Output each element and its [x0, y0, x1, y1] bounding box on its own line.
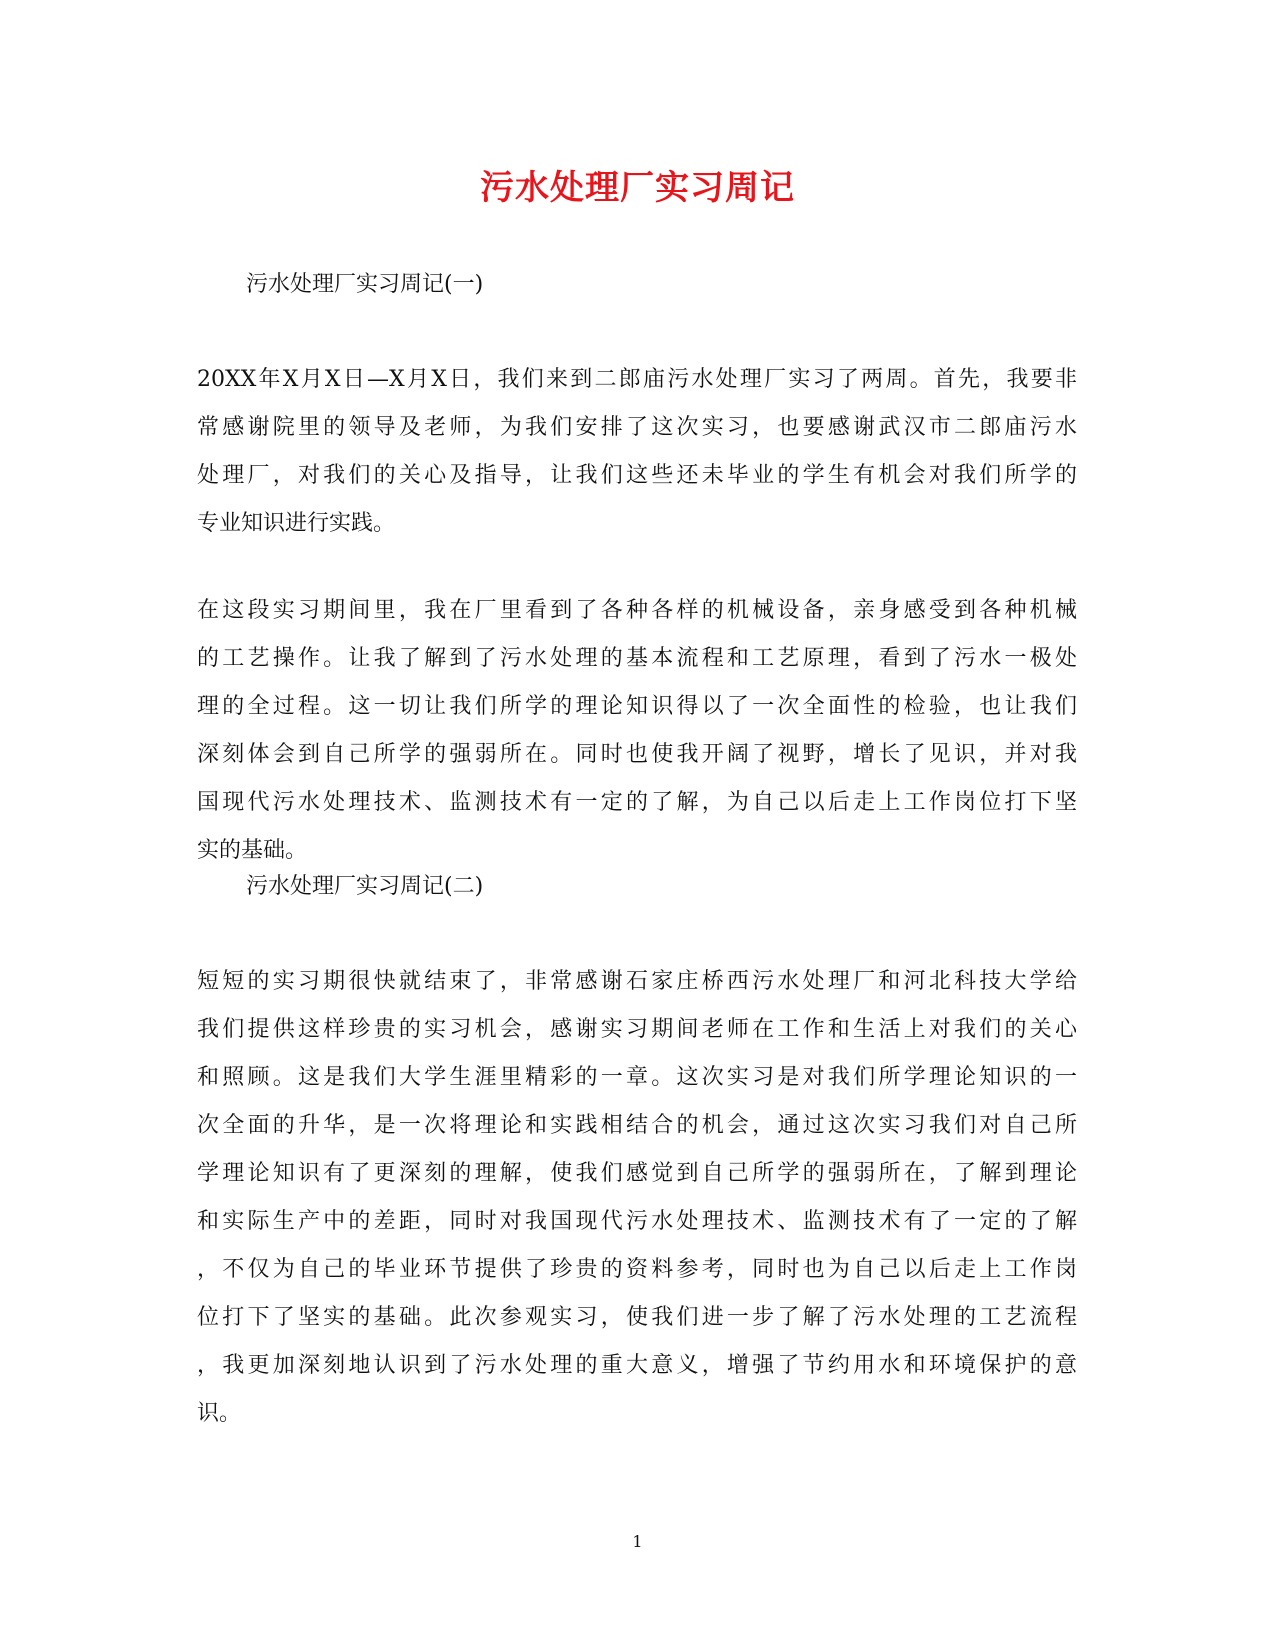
- text-line: 常感谢院里的领导及老师，为我们安排了这次实习，也要感谢武汉市二郎庙污水: [197, 415, 1077, 440]
- text-line: ，我更加深刻地认识到了污水处理的重大意义，增强了节约用水和环境保护的意: [197, 1353, 1077, 1378]
- paragraph: [197, 958, 1077, 1438]
- text-line: 短短的实习期很快就结束了，非常感谢石家庄桥西污水处理厂和河北科技大学给: [197, 969, 1077, 994]
- page-number: 1: [632, 1532, 643, 1551]
- text-line: 20XX年X月X日—X月X日，我们来到二郎庙污水处理厂实习了两周。首先，我要非: [197, 367, 1077, 392]
- text-line: 深刻体会到自己所学的强弱所在。同时也使我开阔了视野，增长了见识，并对我: [197, 742, 1077, 767]
- text-line: 理的全过程。这一切让我们所学的理论知识得以了一次全面性的检验，也让我们: [197, 694, 1077, 719]
- text-line: 专业知识进行实践。: [197, 511, 396, 536]
- text-line: 我们提供这样珍贵的实习机会，感谢实习期间老师在工作和生活上对我们的关心: [197, 1017, 1077, 1042]
- text-line: 和实际生产中的差距，同时对我国现代污水处理技术、监测技术有了一定的了解: [197, 1209, 1077, 1234]
- text-line: 位打下了坚实的基础。此次参观实习，使我们进一步了解了污水处理的工艺流程: [197, 1305, 1077, 1330]
- text-line: 实的基础。: [197, 838, 308, 863]
- text-line: 学理论知识有了更深刻的理解，使我们感觉到自己所学的强弱所在，了解到理论: [197, 1161, 1077, 1186]
- section-heading-1: 污水处理厂实习周记(一): [246, 272, 484, 297]
- text-line: 的工艺操作。让我了解到了污水处理的基本流程和工艺原理，看到了污水一极处: [197, 646, 1077, 671]
- paragraph: [197, 356, 1077, 548]
- text-line: 次全面的升华，是一次将理论和实践相结合的机会，通过这次实习我们对自己所: [197, 1113, 1077, 1138]
- text-line: ，不仅为自己的毕业环节提供了珍贵的资料参考，同时也为自己以后走上工作岗: [197, 1257, 1077, 1282]
- text-line: 国现代污水处理技术、监测技术有一定的了解，为自己以后走上工作岗位打下坚: [197, 790, 1077, 815]
- paragraph: [197, 587, 1077, 875]
- text-line: 处理厂，对我们的关心及指导，让我们这些还未毕业的学生有机会对我们所学的: [197, 463, 1077, 488]
- section-heading-2: 污水处理厂实习周记(二): [246, 874, 484, 899]
- page-title: 污水处理厂实习周记: [480, 168, 795, 208]
- text-line: 识。: [197, 1401, 242, 1426]
- text-line: 和照顾。这是我们大学生涯里精彩的一章。这次实习是对我们所学理论知识的一: [197, 1065, 1077, 1090]
- text-line: 在这段实习期间里，我在厂里看到了各种各样的机械设备，亲身感受到各种机械: [197, 598, 1077, 623]
